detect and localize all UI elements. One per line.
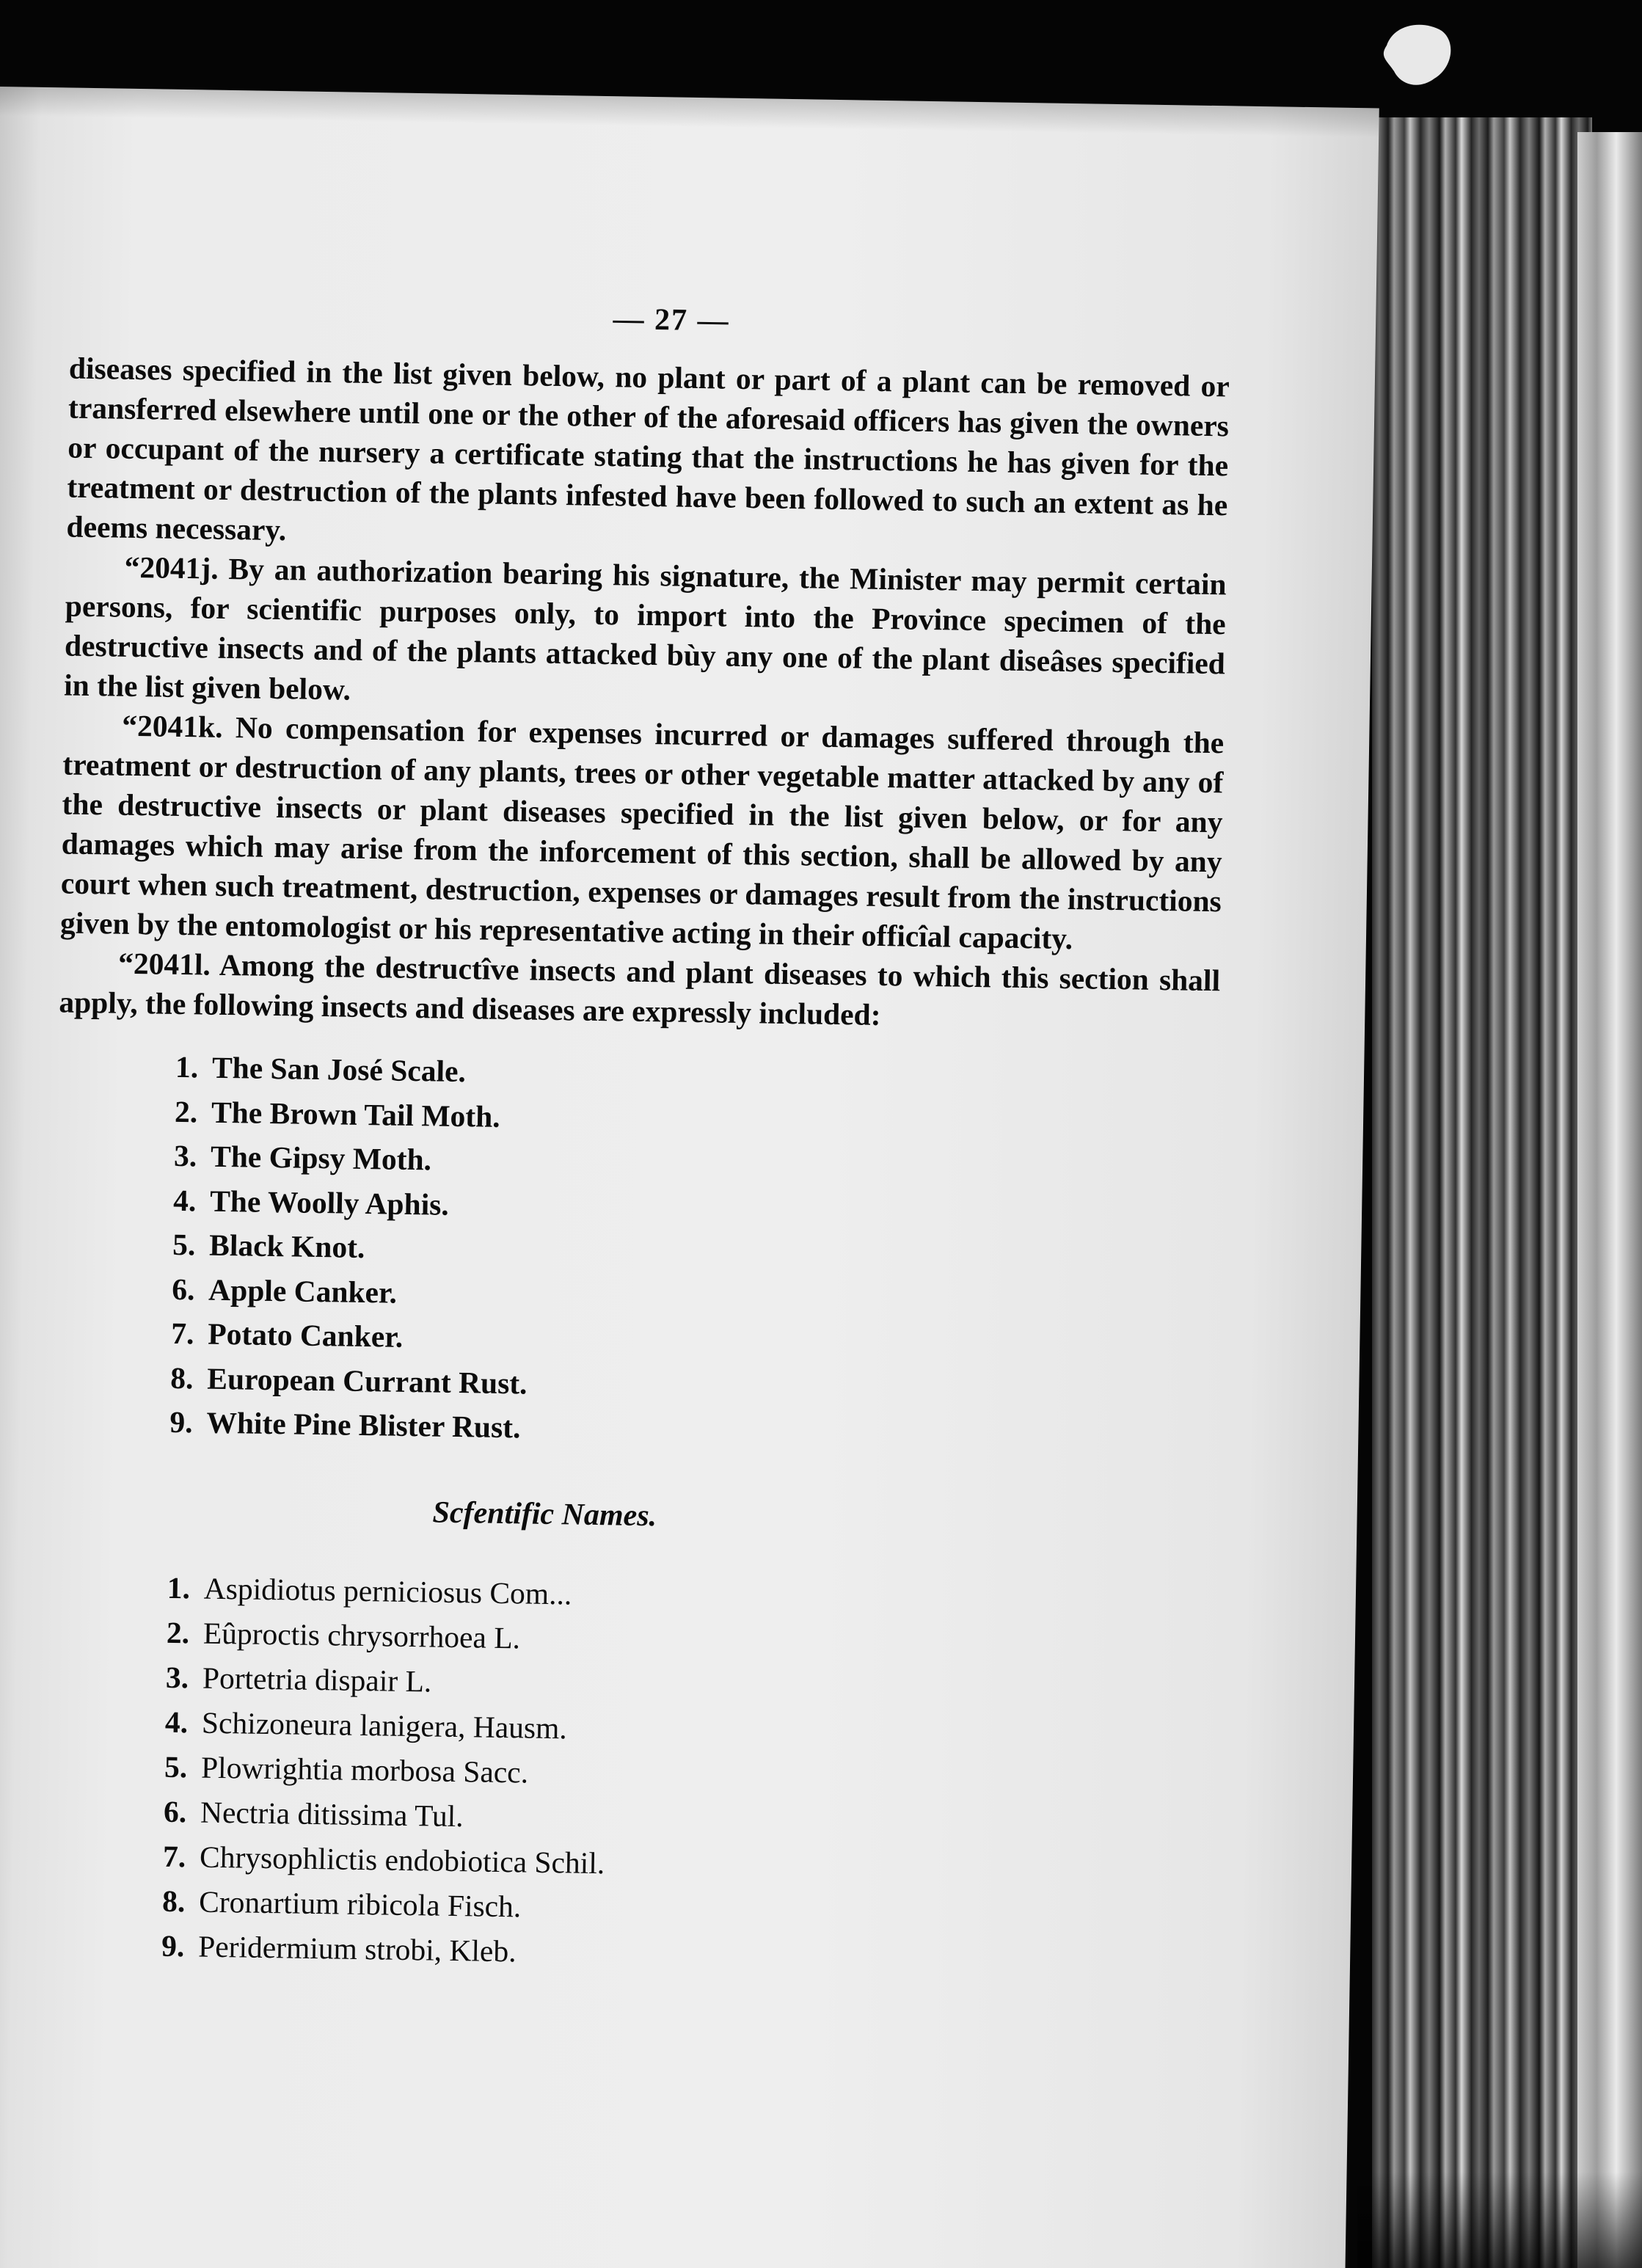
list-item: 4. The Woolly Aphis. bbox=[172, 1183, 450, 1222]
paragraph-2041k: “2041k. No compensation for expenses incurred or damages suffered through the treatment or destruction of any plants, trees or other vegetable matter attacked by any of the destructive insects or plant diseases specified in the list given below, or for any damages which may arise from the inforcement of this section, shall be allowed by any court when such treatment, destruction, expenses or damages result from the instructions given by the entomologist or his representative acting in their officîal capacity. bbox=[59, 708, 1225, 956]
body-paragraphs bbox=[59, 349, 1230, 1040]
paragraph-2041l: “2041l. Among the destructîve insects and plant diseases to which this section shall apply, the following insects and diseases are expressly included: bbox=[59, 946, 1221, 1032]
book-spine-outer bbox=[1577, 132, 1642, 2268]
scientific-names-list bbox=[161, 1566, 974, 1981]
paper-blot-mark bbox=[1372, 16, 1460, 104]
list-item: 7. Potato Canker. bbox=[170, 1316, 404, 1354]
list-item: 6. Nectria ditissima Tul. bbox=[163, 1794, 464, 1834]
list-item: 3. The Gipsy Moth. bbox=[173, 1138, 432, 1177]
paragraph-2041j: “2041j. By an authorization bearing his signature, the Minister may permit certain persons, for scientific purposes only, to import into the Province specimen of the destructive insects and of the plants attacked bùy any one of the plant diseâses specified in the list given below. bbox=[63, 550, 1227, 707]
list-item: 3. Portetria dispair L. bbox=[165, 1660, 432, 1699]
list-item: 9. White Pine Blister Rust. bbox=[169, 1404, 521, 1445]
paragraph-continuation: diseases specified in the list given below, no plant or part of a plant can be removed or transferred elsewhere until one or the other of the aforesaid officers has given the owners or occupant of the nursery a certificate stating that the instructions he has given for the treatment or destruction of the plants infested have been followed to such an extent as he deems necessary. bbox=[66, 351, 1230, 547]
list-item: 4. Schizoneura lanigera, Hausm. bbox=[164, 1704, 568, 1746]
list-item: 9. Peridermium strobi, Kleb. bbox=[161, 1928, 517, 1969]
page-number: — 27 — bbox=[613, 302, 730, 338]
paper-sheet bbox=[0, 87, 1379, 2268]
list-item: 2. Eûproctis chrysorrhoea L. bbox=[166, 1615, 521, 1655]
list-item: 8. Cronartium ribicola Fisch. bbox=[161, 1884, 522, 1924]
list-item: 6. Apple Canker. bbox=[171, 1272, 398, 1310]
list-item: 8. European Currant Rust. bbox=[170, 1360, 528, 1401]
list-item: 5. Plowrightia morbosa Sacc. bbox=[164, 1749, 529, 1790]
list-item: 2. The Brown Tail Moth. bbox=[174, 1094, 500, 1134]
scientific-names-heading: Scfentific Names. bbox=[432, 1495, 657, 1534]
list-item: 1. The San José Scale. bbox=[175, 1049, 467, 1089]
book-spine-edge bbox=[1372, 117, 1592, 2268]
list-item: 5. Black Knot. bbox=[172, 1227, 365, 1265]
list-item: 1. Aspidiotus perniciosus Com... bbox=[167, 1570, 572, 1611]
common-names-list bbox=[169, 1045, 982, 1457]
list-item: 7. Chrysophlictis endobiotica Schil. bbox=[162, 1839, 605, 1881]
